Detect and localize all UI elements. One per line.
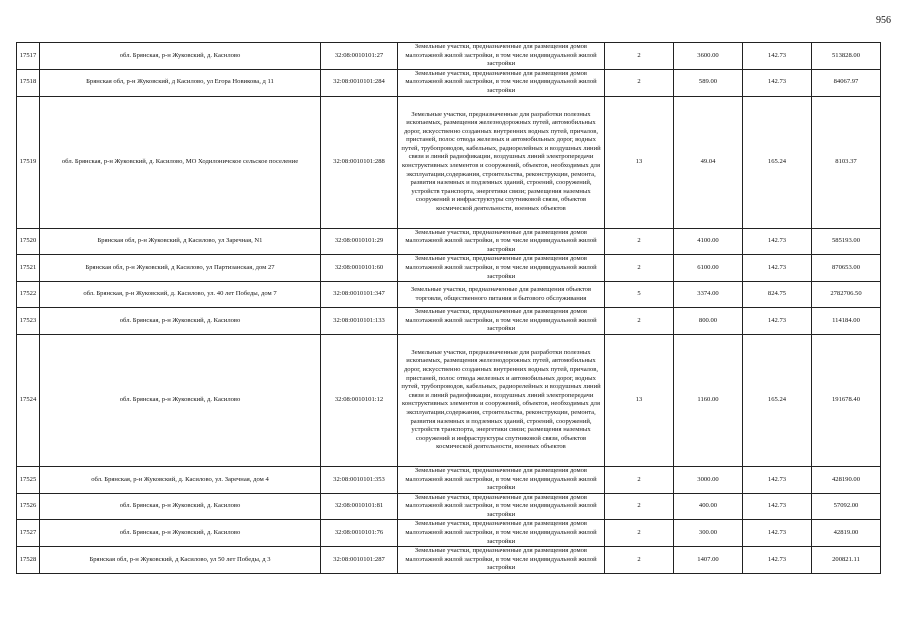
land-use-cell: Земельные участки, предназначенные для размещения домов малоэтажной жилой застройки, в том числе индивидуальной жилой застройки <box>398 520 605 547</box>
table-row <box>17 520 881 547</box>
area-cell: 3600.00 <box>674 43 743 70</box>
address-cell: обл. Брянская, р-н Жуковский, д. Каснлово <box>40 43 321 70</box>
cadastral-value-cell: 2782706.50 <box>812 282 881 308</box>
land-use-cell: Земельные участки, предназначенные для размещения домов малоэтажной жилой застройки, в том числе индивидуальной жилой застройки <box>398 547 605 574</box>
table-row <box>17 228 881 255</box>
area-cell: 6100.00 <box>674 255 743 282</box>
table-row <box>17 255 881 282</box>
table-row <box>17 43 881 70</box>
area-cell: 1407.00 <box>674 547 743 574</box>
table-row <box>17 96 881 228</box>
use-group-cell: 5 <box>605 282 674 308</box>
cadastral-number-cell: 32:08:0010101:12 <box>321 334 398 466</box>
table-row <box>17 69 881 96</box>
specific-value-cell: 142.73 <box>743 547 812 574</box>
area-cell: 1160.00 <box>674 334 743 466</box>
cadastral-number-cell: 32:08:0010101:29 <box>321 228 398 255</box>
use-group-cell: 2 <box>605 308 674 335</box>
specific-value-cell: 142.73 <box>743 228 812 255</box>
table-row <box>17 282 881 308</box>
address-cell: обл. Брянская, р-н Жуковский, д. Касилово <box>40 493 321 520</box>
address-cell: Брянская обл, р-н Жуковский, д Касилово, ул 50 лет Победы, д 3 <box>40 547 321 574</box>
address-cell: обл. Брянская, р-н Жуковский, д. Касилово <box>40 334 321 466</box>
address-cell: обл. Брянская, р-н Жуковский, д. Касилово, ул. 40 лет Победы, дом 7 <box>40 282 321 308</box>
cadastral-value-cell: 42819.00 <box>812 520 881 547</box>
area-cell: 300.00 <box>674 520 743 547</box>
cadastral-value-cell: 585193.00 <box>812 228 881 255</box>
area-cell: 3374.00 <box>674 282 743 308</box>
land-use-cell: Земельные участки, предназначенные для разработки полезных ископаемых, размещения железнодорожных путей, автомобильных дорог, искусственно созданных внутренних водных путей, причалов, пристаней, полос отвода железных и автомобильных дорог, водных путей, трубопроводов, кабельных, радиорелейных и воздушных линий связи и линий радиофикации, воздушных линий электропередачи конструктивных элементов и сооружений, объектов, необходимых для эксплуатации,содержания, строительства, реконструкции, ремонта, развития наземных и подземных зданий, строений, сооружений, устройств транспорта, энергетики связи; размещения наземных сооружений и инфраструктуры спутниковой связи, объектов космической деятельности, военных объектов <box>398 334 605 466</box>
address-cell: Брянская обл, р-н Жуковский, д Касилово, ул Партизанская, дом 27 <box>40 255 321 282</box>
row-number-cell: 17522 <box>17 282 40 308</box>
row-number-cell: 17518 <box>17 69 40 96</box>
use-group-cell: 2 <box>605 547 674 574</box>
cadastral-number-cell: 32:08:0010101:27 <box>321 43 398 70</box>
table-row <box>17 547 881 574</box>
area-cell: 49.04 <box>674 96 743 228</box>
use-group-cell: 2 <box>605 228 674 255</box>
area-cell: 4100.00 <box>674 228 743 255</box>
area-cell: 3000.00 <box>674 466 743 493</box>
cadastral-value-cell: 57092.00 <box>812 493 881 520</box>
cadastral-number-cell: 32:08:0010101:353 <box>321 466 398 493</box>
row-number-cell: 17523 <box>17 308 40 335</box>
land-use-cell: Земельные участки, предназначенные для размещения домов малоэтажной жилой застройки, в том числе индивидуальной жилой застройки <box>398 493 605 520</box>
cadastral-value-cell: 513828.00 <box>812 43 881 70</box>
page-number: 956 <box>876 15 891 26</box>
use-group-cell: 2 <box>605 69 674 96</box>
table-row <box>17 334 881 466</box>
row-number-cell: 17527 <box>17 520 40 547</box>
cadastral-number-cell: 32:08:0010101:81 <box>321 493 398 520</box>
cadastral-number-cell: 32:08:0010101:347 <box>321 282 398 308</box>
land-use-cell: Земельные участки, предназначенные для размещения объектов торговли, общественного питания и бытового обслуживания <box>398 282 605 308</box>
row-number-cell: 17520 <box>17 228 40 255</box>
cadastral-value-cell: 200821.11 <box>812 547 881 574</box>
row-number-cell: 17526 <box>17 493 40 520</box>
address-cell: обл. Брянская, р-н Жуковский, д. Касилово <box>40 520 321 547</box>
row-number-cell: 17525 <box>17 466 40 493</box>
row-number-cell: 17528 <box>17 547 40 574</box>
address-cell: обл. Брянская, р-н Жуковский, д. Касилово, МО Ходилоничское сельское поселение <box>40 96 321 228</box>
use-group-cell: 2 <box>605 466 674 493</box>
row-number-cell: 17521 <box>17 255 40 282</box>
cadastral-value-cell: 114184.00 <box>812 308 881 335</box>
area-cell: 800.00 <box>674 308 743 335</box>
land-use-cell: Земельные участки, предназначенные для размещения домов малоэтажной жилой застройки, в том числе индивидуальной жилой застройки <box>398 228 605 255</box>
row-number-cell: 17524 <box>17 334 40 466</box>
use-group-cell: 2 <box>605 43 674 70</box>
cadastral-number-cell: 32:08:0010101:76 <box>321 520 398 547</box>
area-cell: 589.00 <box>674 69 743 96</box>
address-cell: Брянская обл, р-н Жуковский, д Касилово, ул Заречная, N1 <box>40 228 321 255</box>
cadastral-value-cell: 428190.00 <box>812 466 881 493</box>
specific-value-cell: 142.73 <box>743 466 812 493</box>
specific-value-cell: 142.73 <box>743 43 812 70</box>
land-use-cell: Земельные участки, предназначенные для размещения домов малоэтажной жилой застройки, в том числе индивидуальной жилой застройки <box>398 308 605 335</box>
cadastral-number-cell: 32:08:0010101:133 <box>321 308 398 335</box>
cadastral-number-cell: 32:08:0010101:284 <box>321 69 398 96</box>
use-group-cell: 13 <box>605 96 674 228</box>
land-use-cell: Земельные участки, предназначенные для размещения домов малоэтажной жилой застройки, в том числе индивидуальной жилой застройки <box>398 43 605 70</box>
address-cell: обл. Брянская, р-н Жуковский, д. Касилово <box>40 308 321 335</box>
use-group-cell: 2 <box>605 493 674 520</box>
table-row <box>17 466 881 493</box>
specific-value-cell: 142.73 <box>743 255 812 282</box>
row-number-cell: 17517 <box>17 43 40 70</box>
cadastral-number-cell: 32:08:0010101:287 <box>321 547 398 574</box>
specific-value-cell: 142.73 <box>743 520 812 547</box>
cadastral-value-table <box>16 42 881 574</box>
use-group-cell: 13 <box>605 334 674 466</box>
row-number-cell: 17519 <box>17 96 40 228</box>
specific-value-cell: 165.24 <box>743 96 812 228</box>
table-row <box>17 493 881 520</box>
land-use-cell: Земельные участки, предназначенные для размещения домов малоэтажной жилой застройки, в том числе индивидуальной жилой застройки <box>398 255 605 282</box>
cadastral-number-cell: 32:08:0010101:60 <box>321 255 398 282</box>
use-group-cell: 2 <box>605 255 674 282</box>
specific-value-cell: 824.75 <box>743 282 812 308</box>
cadastral-value-cell: 191678.40 <box>812 334 881 466</box>
address-cell: обл. Брянская, р-н Жуковский, д. Касилово, ул. Заречная, дом 4 <box>40 466 321 493</box>
land-use-cell: Земельные участки, предназначенные для размещения домов малоэтажной жилой застройки, в том числе индивидуальной жилой застройки <box>398 466 605 493</box>
specific-value-cell: 142.73 <box>743 308 812 335</box>
specific-value-cell: 142.73 <box>743 493 812 520</box>
specific-value-cell: 142.73 <box>743 69 812 96</box>
cadastral-value-cell: 84067.97 <box>812 69 881 96</box>
specific-value-cell: 165.24 <box>743 334 812 466</box>
cadastral-number-cell: 32:08:0010101:288 <box>321 96 398 228</box>
table-row <box>17 308 881 335</box>
use-group-cell: 2 <box>605 520 674 547</box>
land-use-cell: Земельные участки, предназначенные для размещения домов малоэтажной жилой застройки, в том числе индивидуальной жилой застройки <box>398 69 605 96</box>
cadastral-value-cell: 870653.00 <box>812 255 881 282</box>
cadastral-value-cell: 8103.37 <box>812 96 881 228</box>
address-cell: Брянская обл, р-н Жуковский, д Касилово, ул Егора Новикова, д 11 <box>40 69 321 96</box>
area-cell: 400.00 <box>674 493 743 520</box>
table-body <box>17 43 881 574</box>
land-use-cell: Земельные участки, предназначенные для разработки полезных ископаемых, размещения железнодорожных путей, автомобильных дорог, искусственно созданных внутренних водных путей, причалов, пристаней, полос отвода железных и автомобильных дорог, водных путей, трубопроводов, кабельных, радиорелейных и воздушных линий связи и линий радиофикации, воздушных линий электропередачи конструктивных элементов и сооружений, объектов, необходимых для эксплуатации,содержания, строительства, реконструкции, ремонта, развития наземных и подземных зданий, строений, сооружений, устройств транспорта, энергетики связи; размещения наземных сооружений и инфраструктуры спутниковой связи, объектов космической деятельности, военных объектов <box>398 96 605 228</box>
